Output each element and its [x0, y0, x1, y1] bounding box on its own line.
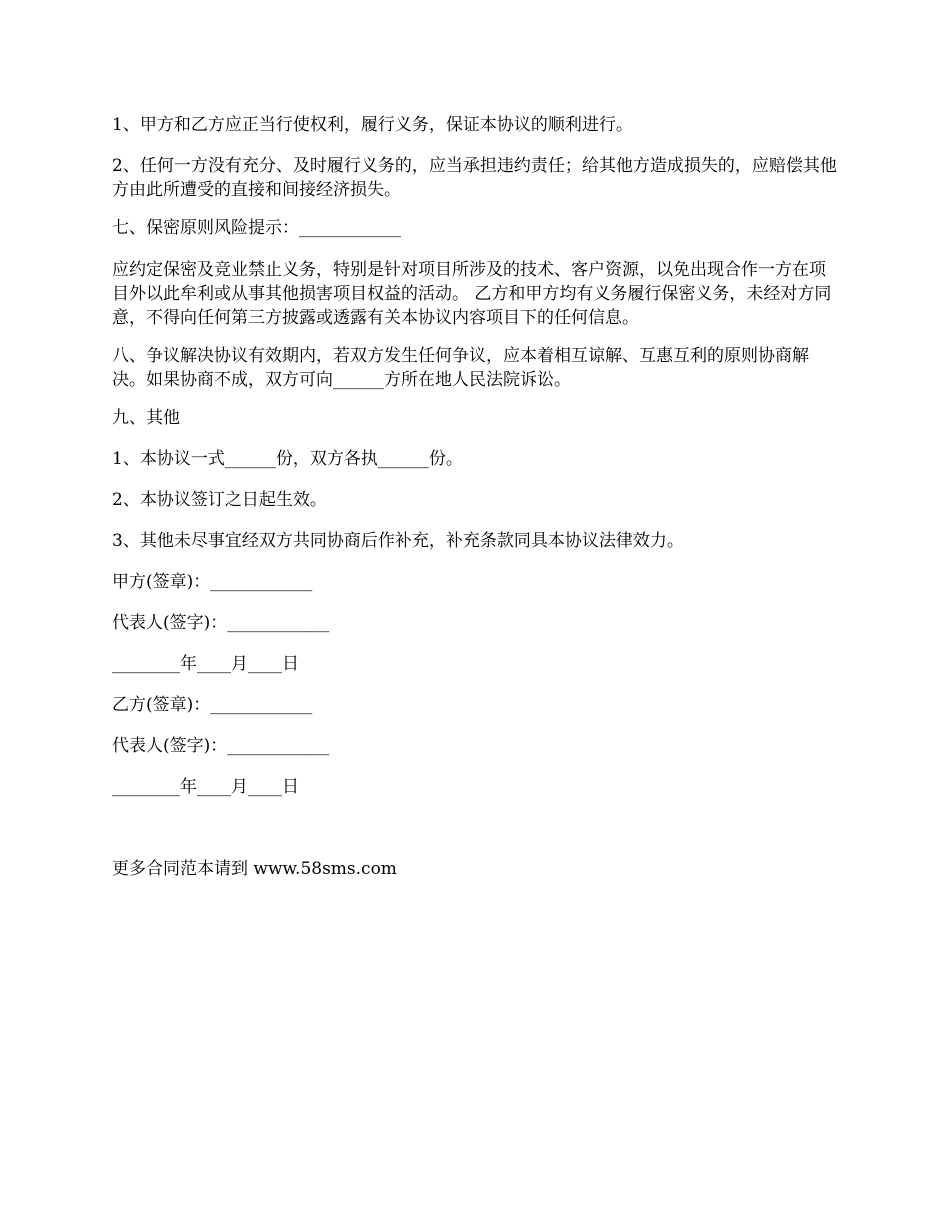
clause-9-2: 2、本协议签订之日起生效。: [112, 490, 327, 510]
party-b-date-line: ________年____月____日: [112, 777, 299, 797]
clause-9-3: 3、其他未尽事宜经双方共同协商后作补充，补充条款同具本协议法律效力。: [112, 531, 684, 551]
section-7-body: 应约定保密及竞业禁止义务，特别是针对项目所涉及的技术、客户资源，以免出现合作一方在项目外以此牟利或从事其他损害项目权益的活动。 乙方和甲方均有义务履行保密义务，未经对方同意，不得向任何第三方披露或透露有关本协议内容项目下的任何信息。: [112, 260, 832, 328]
party-a-seal-line: 甲方(签章)：____________: [112, 572, 313, 592]
party-a-representative-line: 代表人(签字)：____________: [112, 613, 330, 633]
section-8: 八、争议解决协议有效期内，若双方发生任何争议，应本着相互谅解、互惠互利的原则协商解决。如果协商不成，双方可向______方所在地人民法院诉讼。: [112, 346, 809, 390]
clause-9-1: 1、本协议一式______份，双方各执______份。: [112, 449, 463, 469]
section-9-heading: 九、其他: [112, 408, 180, 428]
section-7-heading: 七、保密原则风险提示：____________: [112, 218, 401, 238]
party-b-representative-line: 代表人(签字)：____________: [112, 736, 330, 756]
party-b-seal-line: 乙方(签章)：____________: [112, 695, 313, 715]
party-a-date-line: ________年____月____日: [112, 654, 299, 674]
footer-link-text: 更多合同范本请到 www.58sms.com: [112, 859, 397, 879]
clause-6-1: 1、甲方和乙方应正当行使权利，履行义务，保证本协议的顺利进行。: [112, 115, 633, 135]
clause-6-2: 2、任何一方没有充分、及时履行义务的，应当承担违约责任；给其他方造成损失的，应赔偿其他方由此所遭受的直接和间接经济损失。: [112, 156, 837, 200]
